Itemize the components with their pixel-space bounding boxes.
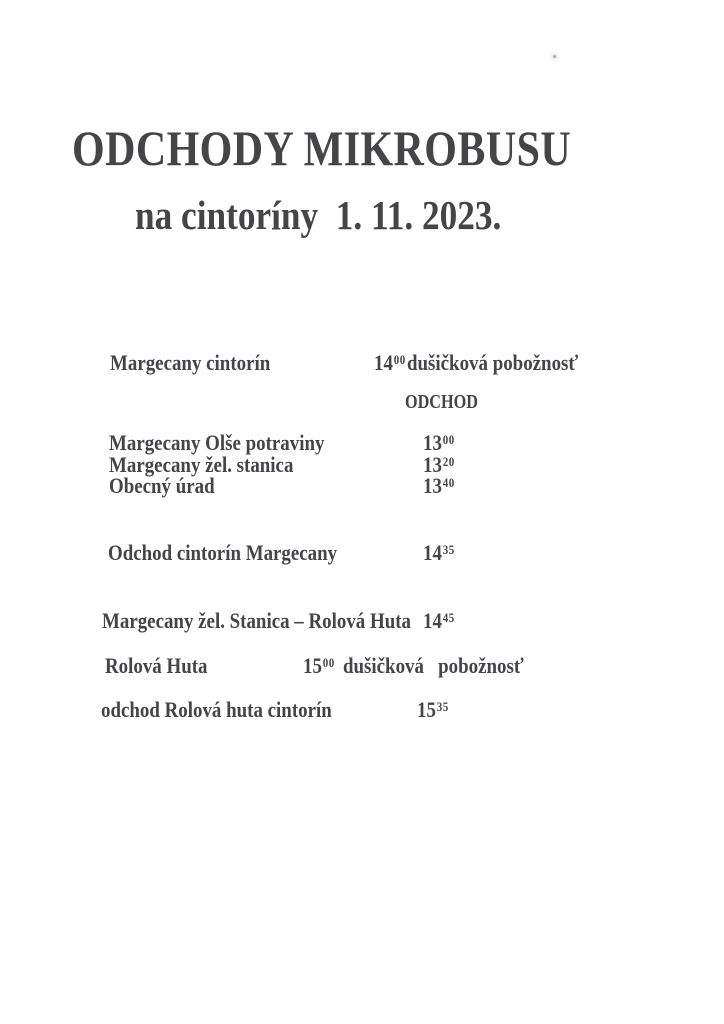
time-value [423,475,455,497]
departures-header: ODCHOD [405,391,478,413]
time-hour: 14 [423,540,442,565]
scan-dot-artifact [553,55,556,58]
time-hour: 13 [423,473,442,498]
schedule-row [0,542,724,568]
stop-label: odchod Rolová huta cintorín [101,697,332,722]
time-hour: 14 [374,350,393,375]
time-minutes-superscript: 00 [322,655,335,670]
stop-label: Margecany žel. stanica [109,452,294,477]
time-minutes-superscript: 45 [442,610,455,625]
time-minutes-superscript: 00 [442,432,455,447]
time-hour: 14 [423,608,442,633]
time-value [423,610,455,632]
time-value [303,655,335,677]
stop-label: Obecný úrad [109,473,215,498]
note-label: dušičková pobožnosť [407,350,579,375]
stop-label: Odchod cintorín Margecany [108,540,338,565]
time-value [423,542,455,564]
time-value [423,432,455,454]
stop-label: Rolová Huta [105,653,208,678]
time-minutes-superscript: 00 [393,352,406,367]
stop-label: Margecany žel. Stanica – Rolová Huta [102,608,411,633]
time-minutes-superscript: 35 [436,699,449,714]
time-minutes-superscript: 20 [442,454,455,469]
schedule-row [0,699,724,725]
time-hour: 15 [303,653,322,678]
time-minutes-superscript: 40 [442,475,455,490]
stop-label: Margecany Olše potraviny [109,430,325,455]
time-hour: 15 [417,697,436,722]
note-label: dušičková pobožnosť [343,653,524,678]
time-hour: 13 [423,452,442,477]
schedule-row [0,610,724,636]
time-value [417,699,449,721]
schedule-row [0,352,724,378]
time-value [374,352,406,374]
time-hour: 13 [423,430,442,455]
schedule-row [0,655,724,681]
time-minutes-superscript: 35 [442,542,455,557]
stop-label: Margecany cintorín [110,350,271,375]
schedule-row [0,475,724,501]
page-subtitle: na cintoríny 1. 11. 2023. [135,192,502,238]
page-title: ODCHODY MIKROBUSU [72,120,572,176]
